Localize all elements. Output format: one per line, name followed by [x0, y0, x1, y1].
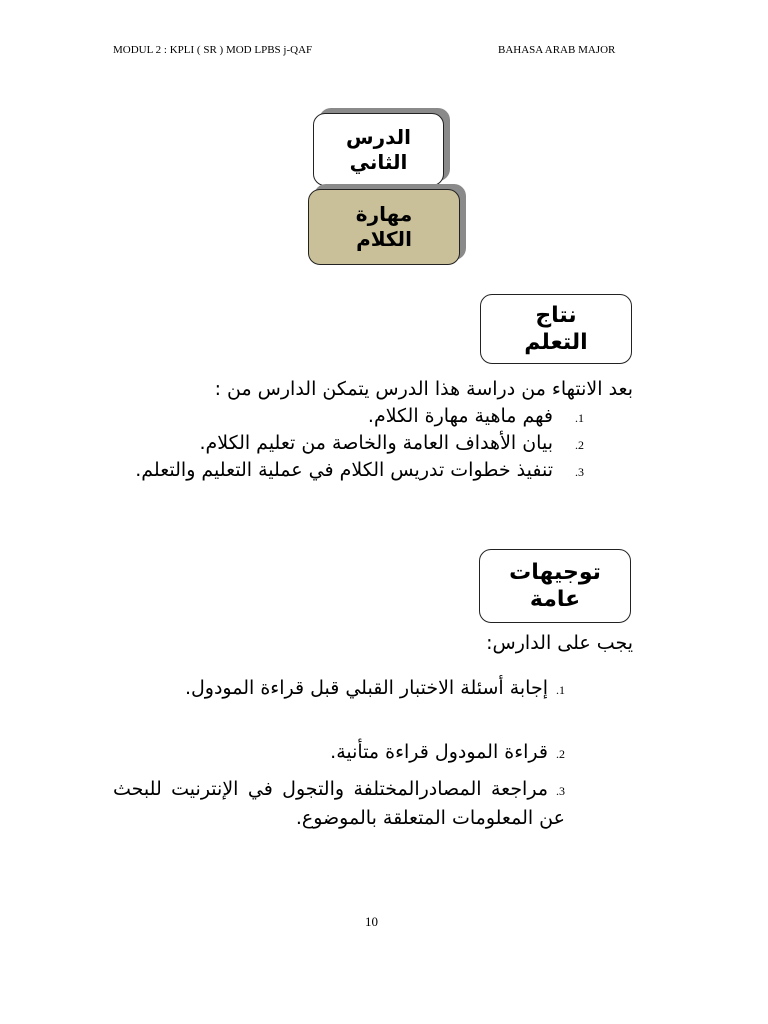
header-module-title: MODUL 2 : KPLI ( SR ) MOD LPBS j-QAF: [113, 44, 313, 56]
list-number: 1.: [556, 683, 565, 697]
skill-title: مهارة الكلام: [355, 202, 413, 251]
list-text: تنفيذ خطوات تدريس الكلام في عملية التعليم والتعلم.: [135, 459, 553, 481]
list-number: 2.: [556, 747, 565, 761]
lesson-title: الدرس الثاني: [345, 124, 412, 174]
guidance-intro: يجب على الدارس:: [486, 632, 633, 654]
page-number: 10: [365, 914, 378, 929]
learning-outcome-heading: نتاج التعلم: [524, 302, 588, 355]
list-number: 3.: [556, 784, 565, 798]
learning-outcome-heading-box: [480, 294, 632, 364]
list-item: [368, 403, 584, 432]
lesson-title-box: [313, 113, 444, 186]
list-number: 3.: [575, 465, 584, 479]
outcomes-intro: بعد الانتهاء من دراسة هذا الدرس يتمكن الدارس من :: [214, 378, 633, 400]
general-guidance-heading-box: [479, 549, 631, 623]
skill-title-box: [308, 189, 460, 265]
list-item: [113, 776, 565, 832]
general-guidance-heading: توجيهات عامة: [509, 559, 601, 612]
list-item: [113, 739, 565, 768]
list-text: فهم ماهية مهارة الكلام.: [367, 405, 553, 427]
list-number: 2.: [575, 438, 584, 452]
list-item: [116, 457, 584, 486]
list-item: [113, 675, 565, 704]
list-text: قراءة المودول قراءة متأنية.: [330, 741, 548, 763]
list-text: مراجعة المصادرالمختلفة والتجول في الإنترنيت للبحث عن المعلومات المتعلقة بالموضوع.: [113, 778, 565, 829]
header-subject: BAHASA ARAB MAJOR: [498, 44, 616, 56]
list-item: [199, 430, 584, 459]
list-text: بيان الأهداف العامة والخاصة من تعليم الكلام.: [199, 432, 553, 454]
list-text: إجابة أسئلة الاختبار القبلي قبل قراءة المودول.: [184, 677, 548, 699]
list-number: 1.: [575, 411, 584, 425]
